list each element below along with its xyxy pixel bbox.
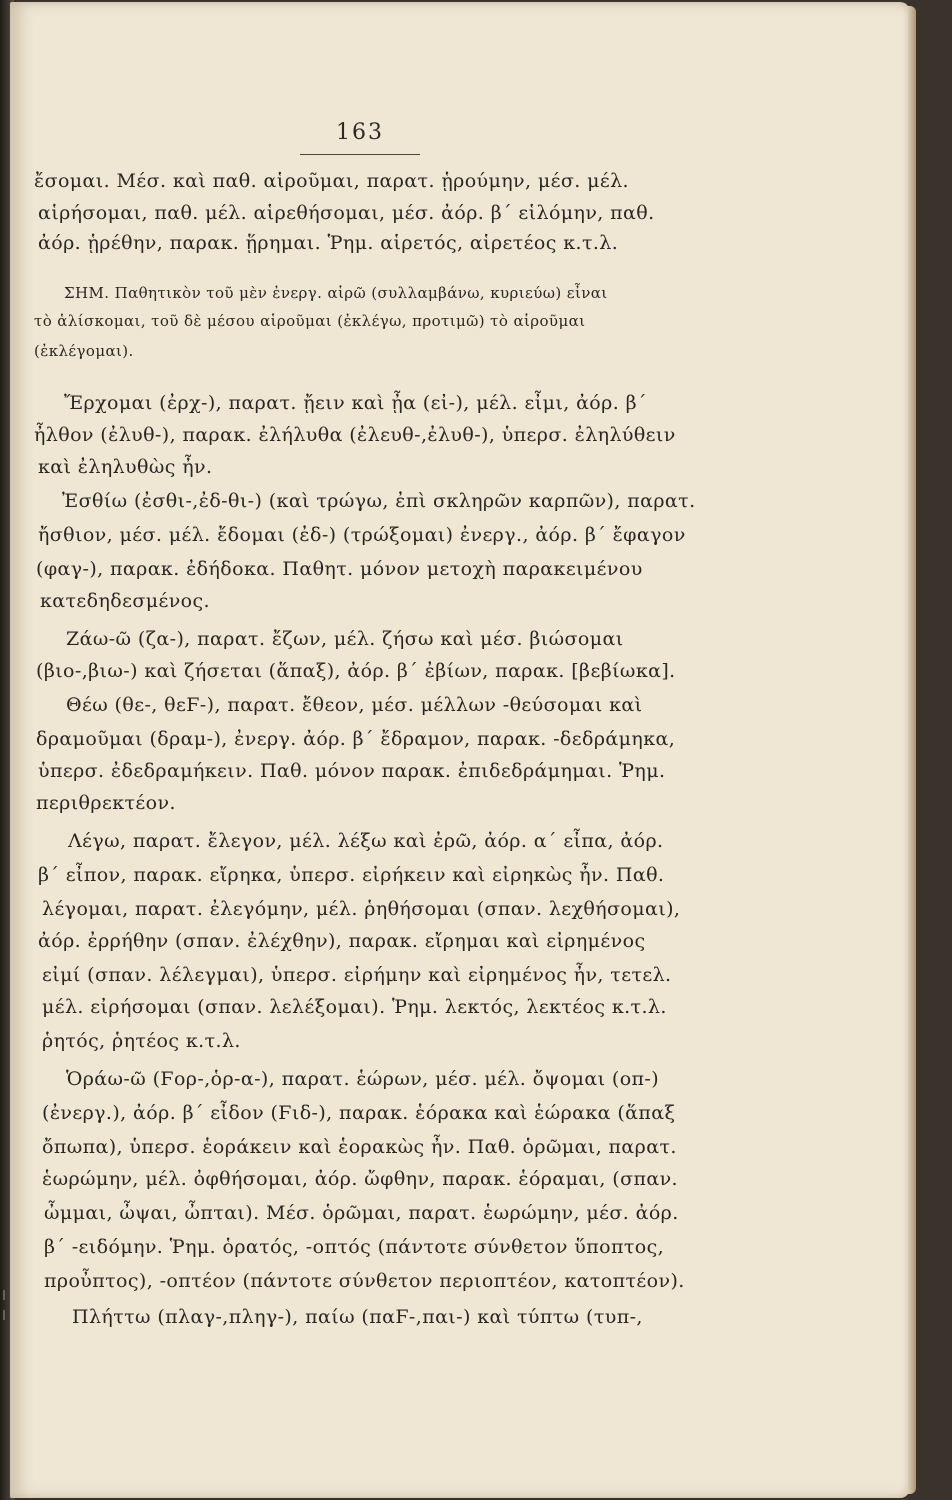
page-number: 163 [336, 120, 384, 145]
text-line: ἀόρ. ᾑρέθην, παρακ. ᾕρημαι. Ῥημ. αἱρετός, αἱρετέος κ.τ.λ. [38, 232, 619, 254]
text-line: Πλήττω (πλαγ-,πληγ-), παίω (παϜ-,παι-) καὶ τύπτω (τυπ-, [72, 1306, 643, 1328]
text-line: β΄ -ειδόμην. Ῥημ. ὁρατός, -οπτός (πάντοτε σύνθετον ὕποπτος, [44, 1236, 665, 1258]
text-line: ΣΗΜ. Παθητικὸν τοῦ μὲν ἐνεργ. αἱρῶ (συλλαμβάνω, κυριεύω) εἶναι [64, 284, 608, 302]
text-line: Θέω (θε-, θεϜ-), παρατ. ἔθεον, μέσ. μέλλων -θεύσομαι καὶ [66, 694, 643, 716]
text-line: ἦλθον (ἐλυθ-), παρακ. ἐλήλυθα (ἐλευθ-,ἐλυθ-), ὑπερσ. ἐληλύθειν [34, 424, 676, 446]
text-line: (ἐκλέγομαι). [34, 342, 134, 360]
text-line: ὦμμαι, ὦψαι, ὦπται). Μέσ. ὁρῶμαι, παρατ. ἑωρώμην, μέσ. ἀόρ. [44, 1202, 679, 1224]
page-edge [908, 6, 916, 1494]
text-line: περιθρεκτέον. [36, 792, 176, 814]
text-line: κατεδηδεσμένος. [40, 590, 210, 612]
text-line: ἀόρ. ἐρρήθην (σπαν. ἐλέχθην), παρακ. εἴρημαι καὶ εἰρημένος [38, 930, 646, 952]
text-line: αἱρήσομαι, παθ. μέλ. αἱρεθήσομαι, μέσ. ἀόρ. β΄ εἱλόμην, παθ. [38, 202, 655, 224]
text-line: δραμοῦμαι (δραμ-), ἐνεργ. ἀόρ. β΄ ἔδραμον, παρακ. -δεδράμηκα, [36, 728, 676, 750]
text-line: (βιο-,βιω-) καὶ ζήσεται (ἅπαξ), ἀόρ. β΄ ἐβίων, παρακ. [βεβίωκα]. [36, 660, 676, 682]
text-line: ἤσθιον, μέσ. μέλ. ἔδομαι (ἐδ-) (τρώξομαι) ἐνεργ., ἀόρ. β΄ ἔφαγον [38, 524, 686, 546]
text-line: ἑωρώμην, μέλ. ὀφθήσομαι, ἀόρ. ὤφθην, παρακ. ἑόραμαι, (σπαν. [42, 1168, 678, 1190]
text-line: ἔσομαι. Μέσ. καὶ παθ. αἱροῦμαι, παρατ. ᾑρούμην, μέσ. μέλ. [34, 170, 629, 192]
margin-tick [3, 1290, 5, 1300]
header-rule [300, 154, 420, 155]
text-line: τὸ ἁλίσκομαι, τοῦ δὲ μέσου αἱροῦμαι (ἐκλέγω, προτιμῶ) τὸ αἱροῦμαι [34, 312, 586, 330]
text-line: Λέγω, παρατ. ἔλεγον, μέλ. λέξω καὶ ἐρῶ, ἀόρ. α΄ εἶπα, ἀόρ. [68, 830, 664, 852]
text-line: λέγομαι, παρατ. ἐλεγόμην, μέλ. ῥηθήσομαι (σπαν. λεχθήσομαι), [42, 898, 681, 920]
text-line: (φαγ-), παρακ. ἐδήδοκα. Παθητ. μόνον μετοχὴ παρακειμένου [36, 558, 643, 580]
margin-tick [3, 1310, 5, 1320]
text-line: ὑπερσ. ἐδεδραμήκειν. Παθ. μόνον παρακ. ἐπιδεδράμημαι. Ῥημ. [38, 760, 666, 782]
text-line: καὶ ἐληλυθὼς ἦν. [38, 456, 213, 478]
text-line: Ζάω-ῶ (ζα-), παρατ. ἔζων, μέλ. ζήσω καὶ μέσ. βιώσομαι [66, 628, 624, 650]
text-line: εἰμί (σπαν. λέλεγμαι), ὑπερσ. εἰρήμην καὶ εἰρημένος ἦν, τετελ. [42, 964, 672, 986]
text-line: προὖπτος), -οπτέον (πάντοτε σύνθετον περιοπτέον, κατοπτέον). [44, 1270, 685, 1292]
text-line: Ἔρχομαι (ἐρχ-), παρατ. ᾔειν καὶ ᾖα (εἰ-), μέλ. εἶμι, ἀόρ. β΄ [64, 392, 647, 414]
text-line: μέλ. εἰρήσομαι (σπαν. λελέξομαι). Ῥημ. λεκτός, λεκτέος κ.τ.λ. [42, 996, 667, 1018]
text-line: ῥητός, ῥητέος κ.τ.λ. [42, 1030, 241, 1052]
text-line: β΄ εἶπον, παρακ. εἴρηκα, ὑπερσ. εἰρήκειν καὶ εἰρηκὼς ἦν. Παθ. [38, 864, 665, 886]
text-line: Ἐσθίω (ἐσθι-,ἐδ-θι-) (καὶ τρώγω, ἐπὶ σκληρῶν καρπῶν), παρατ. [62, 490, 696, 512]
text-line: Ὁράω-ῶ (Ϝορ-,ὁρ-α-), παρατ. ἑώρων, μέσ. μέλ. ὄψομαι (οπ-) [66, 1068, 660, 1090]
text-line: ὄπωπα), ὑπερσ. ἑοράκειν καὶ ἑορακὼς ἦν. Παθ. ὁρῶμαι, παρατ. [42, 1136, 677, 1158]
text-line: (ἐνεργ.), ἀόρ. β΄ εἶδον (Ϝιδ-), παρακ. ἑόρακα καὶ ἑώρακα (ἅπαξ [42, 1102, 676, 1124]
book-page [10, 2, 910, 1498]
